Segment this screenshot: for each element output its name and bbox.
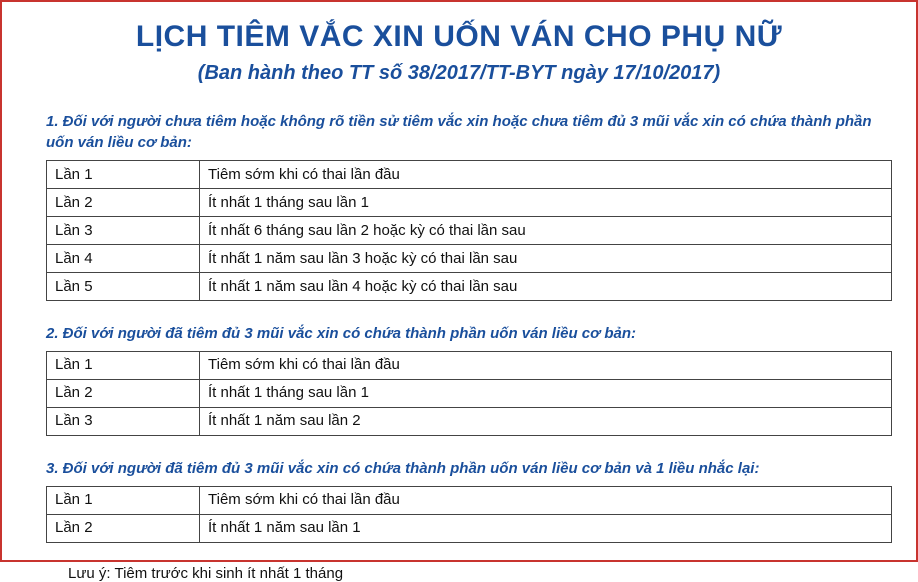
table-row [47,273,892,301]
table-row [47,217,892,245]
dose-timing: Tiêm sớm khi có thai lần đầu [200,486,892,514]
table-row [47,245,892,273]
dose-label: Lần 4 [47,245,200,273]
page-title: LỊCH TIÊM VẮC XIN UỐN VÁN CHO PHỤ NỮ [135,20,783,53]
schedule-table-3 [46,486,892,543]
schedule-table-1 [46,160,892,301]
dose-timing: Ít nhất 1 năm sau lần 2 [200,407,892,435]
dose-label: Lần 2 [47,189,200,217]
dose-timing: Ít nhất 1 tháng sau lần 1 [200,379,892,407]
dose-label: Lần 2 [47,514,200,542]
table-row [47,407,892,435]
table-row [47,486,892,514]
table-row [47,189,892,217]
section-heading-1: 1. Đối với người chưa tiêm hoặc không rõ tiền sử tiêm vắc xin hoặc chưa tiêm đủ 3 mũi vắc xin có chứa thành phần uốn ván liều cơ bản: [46,112,872,152]
dose-timing: Ít nhất 1 năm sau lần 3 hoặc kỳ có thai lần sau [200,245,892,273]
table-row [47,161,892,189]
dose-timing: Ít nhất 1 năm sau lần 4 hoặc kỳ có thai lần sau [200,273,892,301]
schedule-table-2 [46,351,892,436]
section-heading-3: 3. Đối với người đã tiêm đủ 3 mũi vắc xin có chứa thành phần uốn ván liều cơ bản và 1 liều nhắc lại: [46,459,760,477]
dose-timing: Tiêm sớm khi có thai lần đầu [200,161,892,189]
dose-label: Lần 3 [47,407,200,435]
table-row [47,351,892,379]
dose-label: Lần 1 [47,486,200,514]
page-subtitle: (Ban hành theo TT số 38/2017/TT-BYT ngày 17/10/2017) [197,61,721,84]
dose-label: Lần 5 [47,273,200,301]
document-body [2,2,916,582]
table-row [47,514,892,542]
dose-label: Lần 1 [47,161,200,189]
dose-label: Lần 2 [47,379,200,407]
dose-timing: Tiêm sớm khi có thai lần đầu [200,351,892,379]
section-heading-2: 2. Đối với người đã tiêm đủ 3 mũi vắc xin có chứa thành phần uốn ván liều cơ bản: [46,325,637,342]
dose-timing: Ít nhất 1 tháng sau lần 1 [200,189,892,217]
footer-note: Lưu ý: Tiêm trước khi sinh ít nhất 1 tháng [68,564,344,582]
dose-timing: Ít nhất 1 năm sau lần 1 [200,514,892,542]
dose-label: Lần 1 [47,351,200,379]
table-row [47,379,892,407]
dose-timing: Ít nhất 6 tháng sau lần 2 hoặc kỳ có thai lần sau [200,217,892,245]
dose-label: Lần 3 [47,217,200,245]
